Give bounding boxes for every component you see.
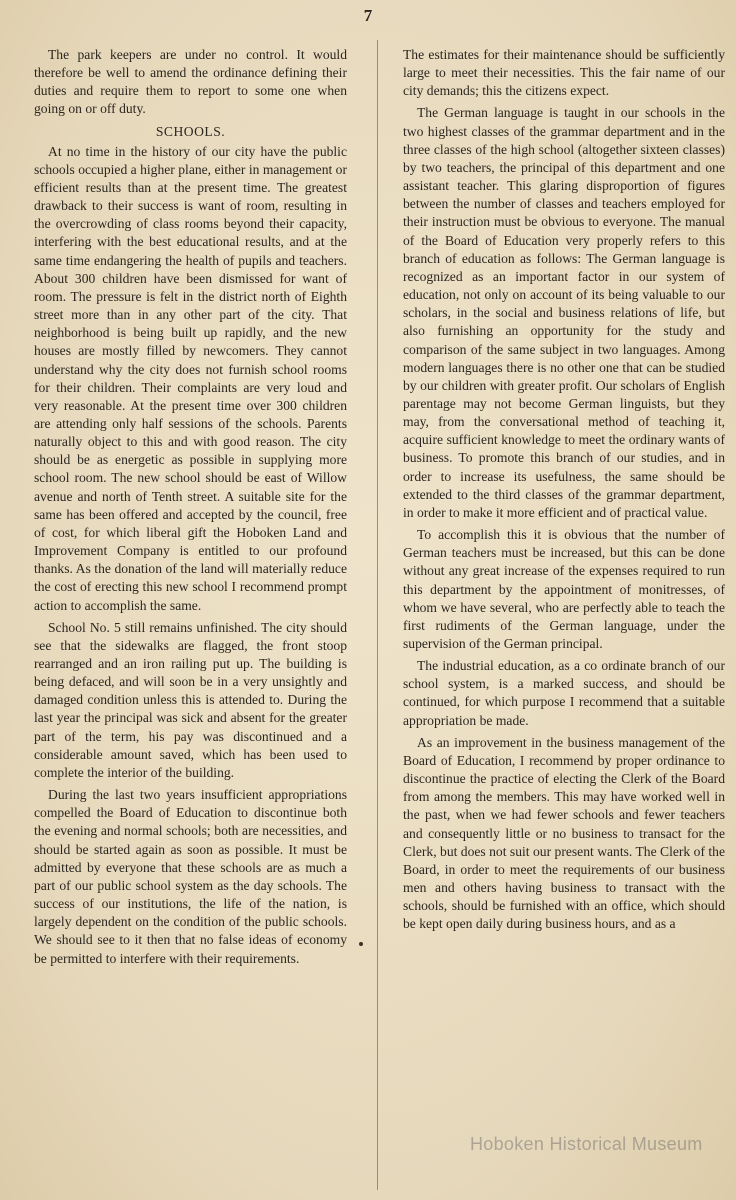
paragraph-evening-normal-schools: During the last two years insufficient appropriations compelled the Board of Education to discontinue both the evening and normal schools; both are necessities, and should be started again as soon as possible. It must be admitted by everyone that these schools are as much a part of our public school system as the day schools. The success of our institutions, the life of the nation, is largely dependent on the condition of the public schools. We should see to it then that no false ideas of economy be permitted to interfere with their requirements. <box>34 787 347 966</box>
paragraph-schools-overcrowding: At no time in the history of our city have the public schools occupied a higher plane, either in management or efficient results than at the present time. The greatest drawback to their success is want of room, resulting in the overcrowding of class rooms beyond their capacity, interfering with the best educational results, and at the same time endangering the health of pupils and teachers. About 300 children have been dismissed for want of room. The pressure is felt in the district north of Eighth street more than in any other part of the city. That neighborhood is being built up rapidly, and the new houses are mostly filled by newcomers. They cannot understand why the city does not furnish school rooms for their children. Their complaints are very loud and very reasonable. At the present time over 300 children are attending only half sessions of the schools. Parents naturally object to this and with good reason. The city should be as energetic as possible in supplying more school room. The new school should be east of Willow avenue and north of Tenth street. A suitable site for the same has been offered and accepted by the council, free of cost, for which liberal gift the Hoboken Land and Improvement Company is entitled to our profound thanks. As the donation of the land will materially reduce the cost of erecting this new school I recommend prompt action to accomplish the same. <box>34 143 347 613</box>
page-number: 7 <box>363 6 373 25</box>
paragraph-industrial-education: The industrial education, as a co ordinate branch of our school system, is a marked success, and should be continued, for which purpose I recommend that a suitable appropriation be made. <box>403 658 725 728</box>
section-heading-schools: SCHOOLS. <box>155 123 226 139</box>
museum-watermark: Hoboken Historical Museum <box>470 1134 703 1154</box>
paragraph-estimates: The estimates for their maintenance should be sufficiently large to meet their necessities. This the fair name of our city demands; this the citizens expect. <box>403 47 725 99</box>
paragraph-german-teachers: To accomplish this it is obvious that the number of German teachers must be increased, but this can be done without any great increase of the expenses required to run this department by the appointment of monitresses, of whom we have several, who are perfectly able to teach the first rudiments of the German language, under the supervision of the German principal. <box>403 527 725 651</box>
paragraph-park-keepers: The park keepers are under no control. It would therefore be well to amend the ordinance defining their duties and require them to report to some one when going on or off duty. <box>34 47 347 117</box>
left-column <box>34 46 347 972</box>
paragraph-school-no-5: School No. 5 still remains unfinished. The city should see that the sidewalks are flagged, the front stoop rearranged and an iron railing put up. The building is being defaced, and will soon be in a very unsightly and damaged condition unless this is attended to. During the last year the principal was sick and absent for the greater part of the term, his pay was discontinued and a considerable amount saved, which has been used to complete the interior of the building. <box>34 619 347 780</box>
right-column <box>403 46 725 938</box>
paragraph-german-language: The German language is taught in our schools in the two highest classes of the grammar department and in the three classes of the high school (altogether sixteen classes) by two teachers, the principal of this department and one assistant teacher. This glaring disproportion of figures between the number of classes and teachers employed for their instruction must be obvious to everyone. The manual of the Board of Education very properly refers to this branch of education as follows: The German language is recognized as an important factor in our system of education, not only on account of its being valuable to our scholars, in the social and business relations of life, but also furnishing an opportunity for the study and comparison of the same subject in two languages. Among modern languages there is no other one that can be studied by our children with greater profit. Our scholars of English parentage may not become German linguists, but they may, from the conversational method of teaching it, acquire sufficient knowledge to meet the ordinary wants of business. To promote this branch of our studies, and in order to increase its usefulness, the same should be extended to the third classes of the grammar department, in order to make it more efficient and of practical value. <box>403 105 725 520</box>
column-divider <box>377 40 378 1190</box>
ink-dot <box>359 942 363 946</box>
paragraph-board-clerk: As an improvement in the business management of the Board of Education, I recommend by proper ordinance to discontinue the practice of electing the Clerk of the Board from among the members. This may have worked well in the past, when we had fewer schools and fewer teachers and consequently little or no business to transact for the Clerk, but does not suit our present wants. The Clerk of the Board, in order to meet the requirements of our business men and others having business to transact with the schools, should be furnished with an office, which should be kept open daily during business hours, and as a <box>403 734 725 932</box>
